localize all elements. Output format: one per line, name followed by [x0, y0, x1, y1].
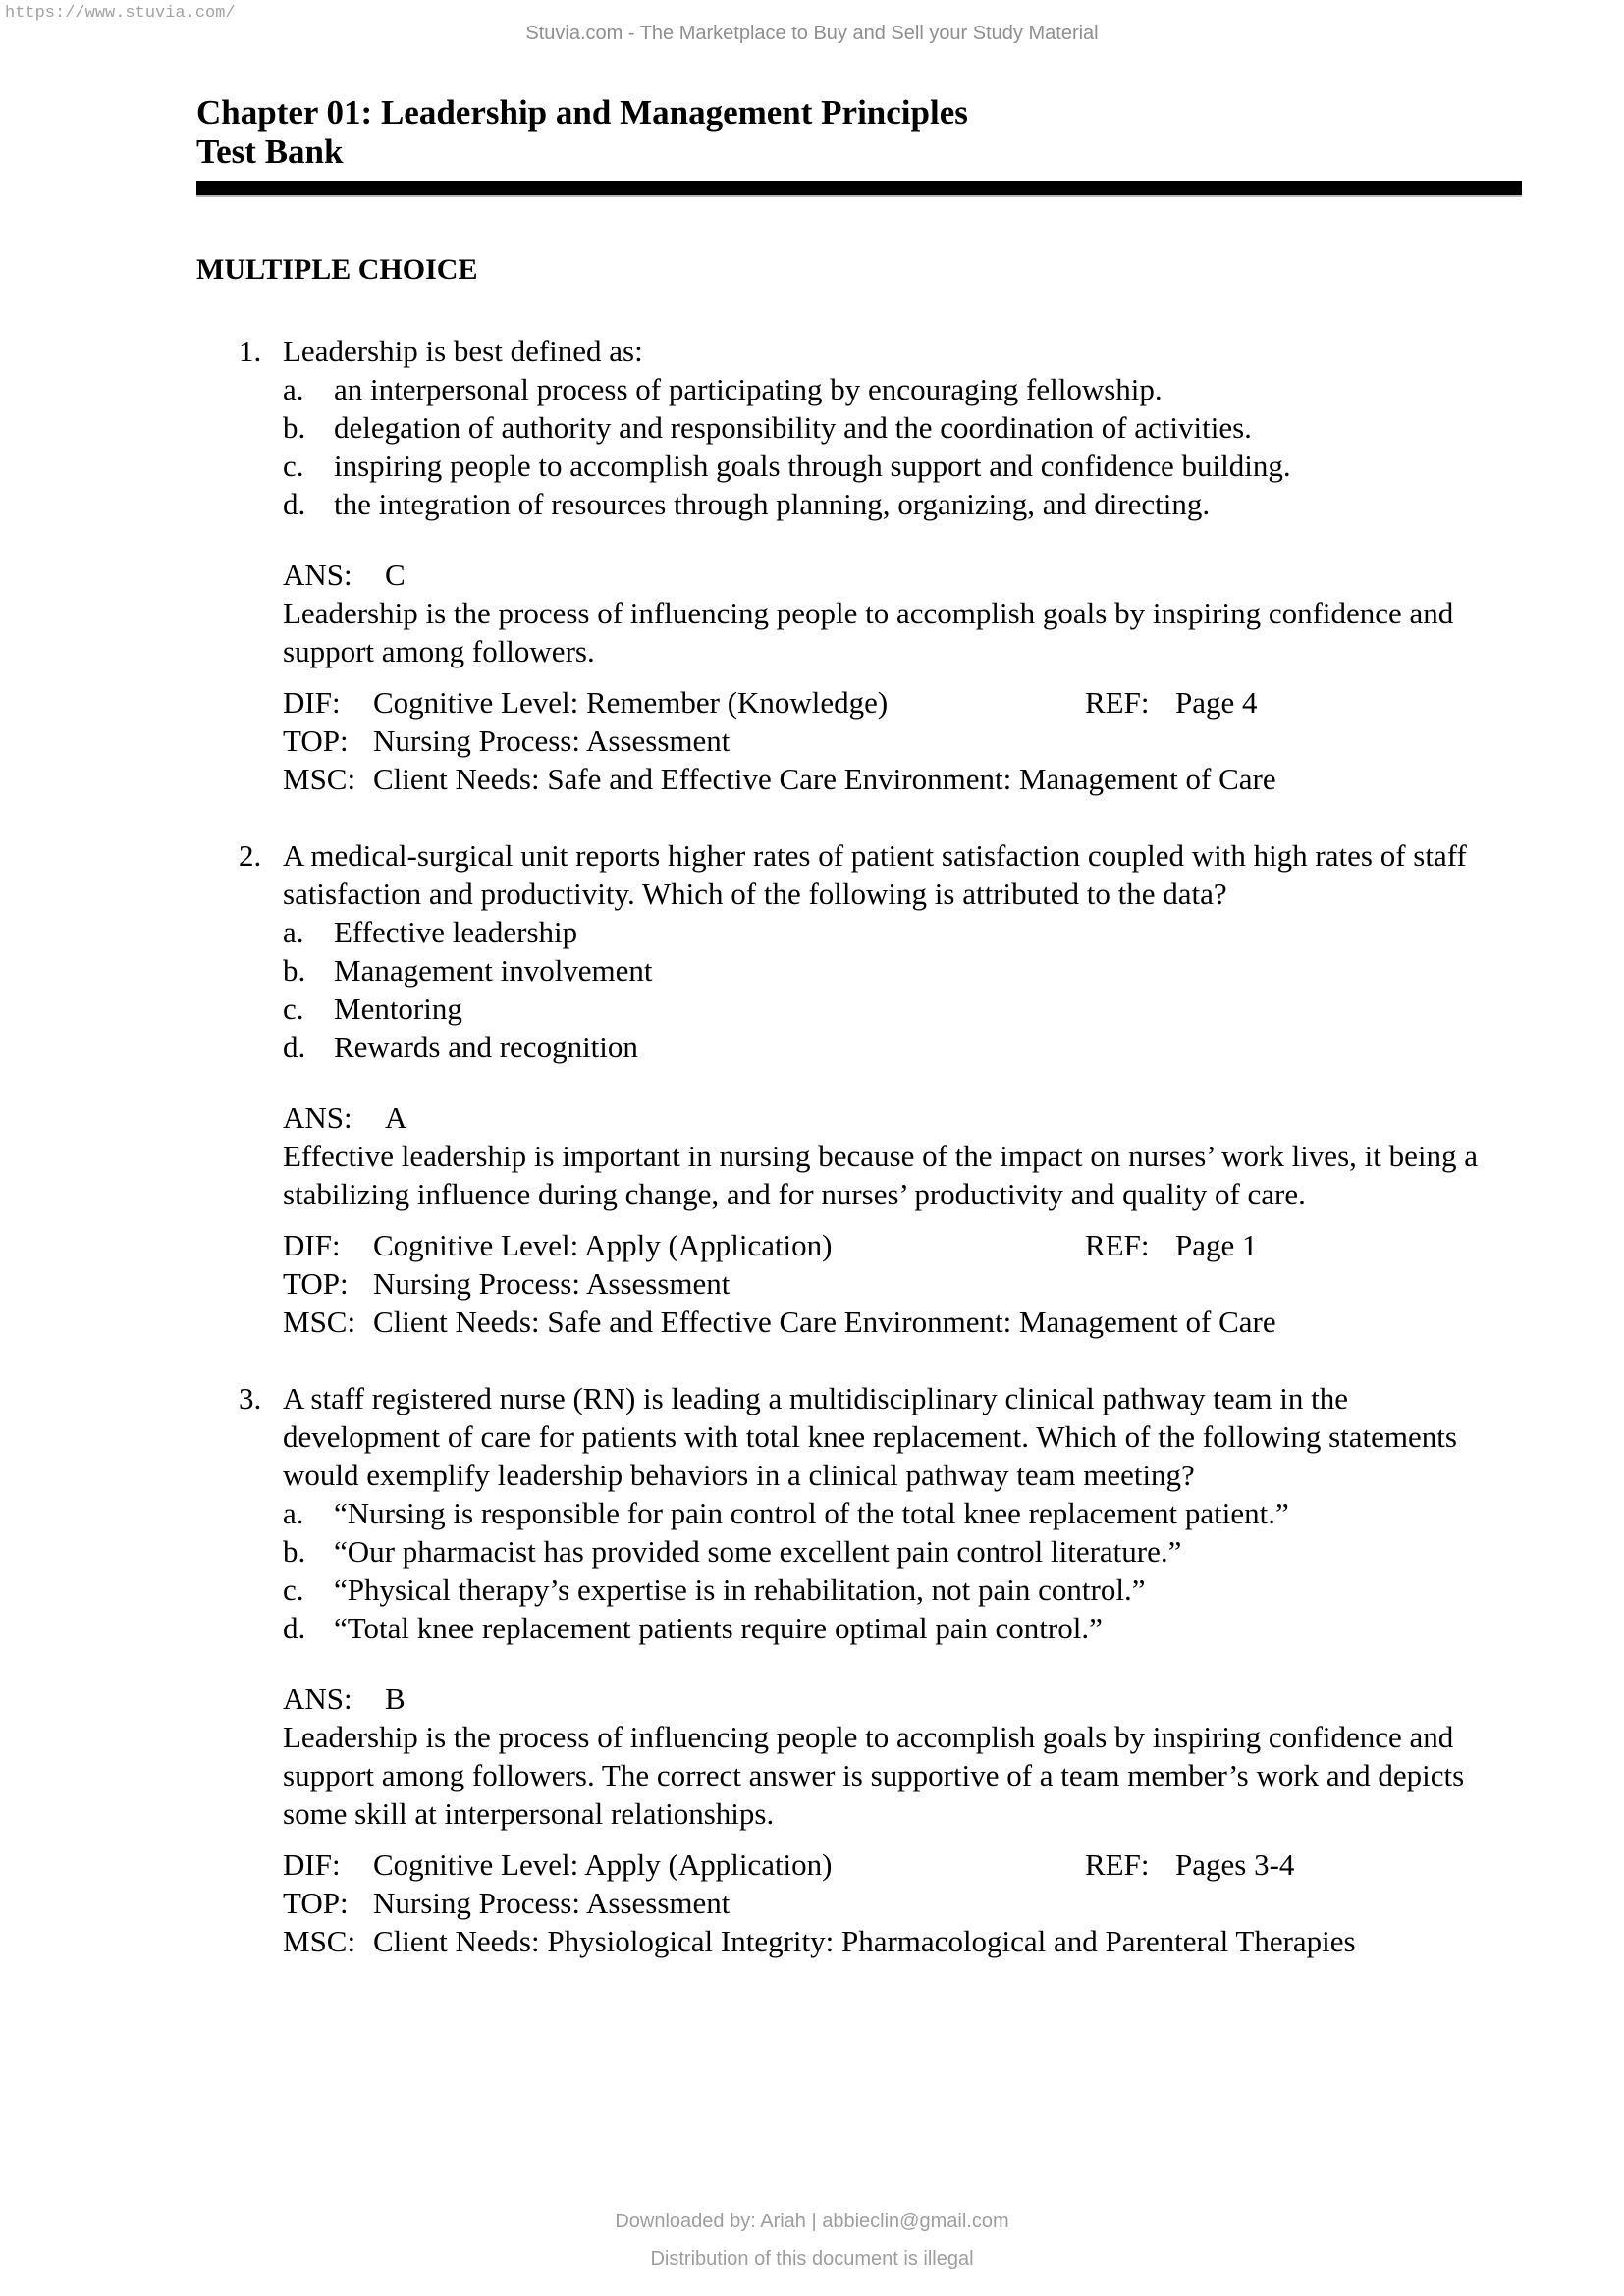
- options: [196, 370, 1530, 523]
- option-text: Effective leadership: [334, 915, 578, 949]
- answer-label: ANS:: [283, 1100, 352, 1135]
- question-block: [196, 836, 1530, 1341]
- msc-label: MSC:: [283, 1924, 356, 1958]
- top-label: TOP:: [283, 1886, 349, 1920]
- option-letter: d.: [283, 487, 306, 521]
- ref-value: Page 1: [1175, 1228, 1258, 1262]
- footer-warning: Distribution of this document is illegal: [650, 2248, 974, 2269]
- question-block: [196, 1379, 1530, 1960]
- option-text: “Our pharmacist has provided some excellent pain control literature.”: [334, 1534, 1182, 1569]
- option-row: [283, 447, 1530, 485]
- option-text: inspiring people to accomplish goals through support and confidence building.: [334, 449, 1291, 483]
- top-value: Nursing Process: Assessment: [373, 1266, 731, 1301]
- msc-label: MSC:: [283, 762, 356, 796]
- msc-value: Client Needs: Safe and Effective Care Environment: Management of Care: [373, 1305, 1276, 1339]
- ref-value: Page 4: [1175, 685, 1258, 720]
- ref-label: REF:: [1085, 1228, 1150, 1262]
- option-row: [283, 1494, 1530, 1532]
- option-letter: b.: [283, 953, 306, 988]
- dif-value: Cognitive Level: Remember (Knowledge): [373, 685, 889, 720]
- option-text: an interpersonal process of participating by encouraging fellowship.: [334, 372, 1163, 406]
- msc-label: MSC:: [283, 1305, 356, 1339]
- option-text: “Nursing is responsible for pain control of the total knee replacement patient.”: [334, 1496, 1289, 1530]
- option-row: [283, 408, 1530, 447]
- document-title-line2: Test Bank: [196, 133, 344, 171]
- question-number: 3.: [239, 1381, 262, 1415]
- ref-group: [1085, 1845, 1294, 1884]
- answer-value: A: [385, 1100, 407, 1135]
- options: [196, 913, 1530, 1066]
- options: [196, 1494, 1530, 1647]
- ref-label: REF:: [1085, 685, 1150, 720]
- answer-rationale: Effective leadership is important in nursing because of the impact on nurses’ work lives, it being a stabilizing influence during change, and for nurses’ productivity and quality of care.: [283, 1139, 1478, 1211]
- option-row: [283, 1571, 1530, 1609]
- questions: [196, 332, 1530, 1999]
- option-text: “Total knee replacement patients require optimal pain control.”: [334, 1611, 1103, 1645]
- document-title: [196, 93, 968, 172]
- option-letter: c.: [283, 1573, 304, 1607]
- option-text: Rewards and recognition: [334, 1030, 638, 1064]
- top-label: TOP:: [283, 723, 349, 758]
- option-letter: b.: [283, 1534, 306, 1569]
- option-row: [283, 951, 1530, 989]
- answer-label: ANS:: [283, 558, 352, 592]
- answer-value: C: [385, 558, 406, 592]
- option-letter: a.: [283, 1496, 304, 1530]
- title-rule: [196, 181, 1522, 197]
- question-stem: A staff registered nurse (RN) is leading a multidisciplinary clinical pathway team in the development of care for patients with total knee replacement. Which of the following statements would exemplify leadership behaviors in a clinical pathway team meeting?: [283, 1381, 1457, 1492]
- question-stem: Leadership is best defined as:: [283, 334, 643, 368]
- option-row: [283, 1609, 1530, 1647]
- ref-group: [1085, 683, 1258, 721]
- option-letter: a.: [283, 372, 304, 406]
- dif-value: Cognitive Level: Apply (Application): [373, 1228, 833, 1262]
- option-row: [283, 1532, 1530, 1571]
- top-label: TOP:: [283, 1266, 349, 1301]
- option-text: delegation of authority and responsibility and the coordination of activities.: [334, 410, 1252, 445]
- option-row: [283, 485, 1530, 523]
- top-value: Nursing Process: Assessment: [373, 723, 731, 758]
- msc-value: Client Needs: Physiological Integrity: Pharmacological and Parenteral Therapies: [373, 1924, 1356, 1958]
- answer-label: ANS:: [283, 1682, 352, 1716]
- option-text: “Physical therapy’s expertise is in rehabilitation, not pain control.”: [334, 1573, 1146, 1607]
- document-title-line1: Chapter 01: Leadership and Management Principles: [196, 93, 968, 132]
- answer-rationale: Leadership is the process of influencing people to accomplish goals by inspiring confidence and support among followers.: [283, 596, 1454, 668]
- option-text: Management involvement: [334, 953, 653, 988]
- site-tagline: Stuvia.com - The Marketplace to Buy and Sell your Study Material: [525, 23, 1099, 44]
- ref-value: Pages 3-4: [1175, 1847, 1295, 1882]
- dif-value: Cognitive Level: Apply (Application): [373, 1847, 833, 1882]
- option-letter: b.: [283, 410, 306, 445]
- option-letter: c.: [283, 449, 304, 483]
- question-block: [196, 332, 1530, 798]
- option-letter: c.: [283, 991, 304, 1026]
- option-row: [283, 989, 1530, 1028]
- page-footer: [0, 2203, 1624, 2277]
- option-letter: d.: [283, 1030, 306, 1064]
- dif-label: DIF:: [283, 1228, 341, 1262]
- answer-rationale: Leadership is the process of influencing people to accomplish goals by inspiring confidence and support among followers. The correct answer is supportive of a team member’s work and depicts some skill at interpersonal relationships.: [283, 1720, 1465, 1831]
- dif-label: DIF:: [283, 1847, 341, 1882]
- question-stem: A medical-surgical unit reports higher rates of patient satisfaction coupled with high rates of staff satisfaction and productivity. Which of the following is attributed to the data?: [283, 838, 1467, 911]
- option-text: Mentoring: [334, 991, 462, 1026]
- question-number: 1.: [239, 334, 262, 368]
- ref-group: [1085, 1226, 1258, 1264]
- option-letter: a.: [283, 915, 304, 949]
- msc-value: Client Needs: Safe and Effective Care Environment: Management of Care: [373, 762, 1276, 796]
- section-heading: MULTIPLE CHOICE: [196, 253, 478, 286]
- document-url: https://www.stuvia.com/: [5, 4, 236, 23]
- footer-downloaded-by: Downloaded by: Ariah | abbieclin@gmail.com: [615, 2211, 1009, 2232]
- answer-value: B: [385, 1682, 406, 1716]
- dif-label: DIF:: [283, 685, 341, 720]
- ref-label: REF:: [1085, 1847, 1150, 1882]
- option-row: [283, 370, 1530, 408]
- option-letter: d.: [283, 1611, 306, 1645]
- option-row: [283, 1028, 1530, 1066]
- top-value: Nursing Process: Assessment: [373, 1886, 731, 1920]
- question-number: 2.: [239, 838, 262, 873]
- option-text: the integration of resources through planning, organizing, and directing.: [334, 487, 1211, 521]
- option-row: [283, 913, 1530, 951]
